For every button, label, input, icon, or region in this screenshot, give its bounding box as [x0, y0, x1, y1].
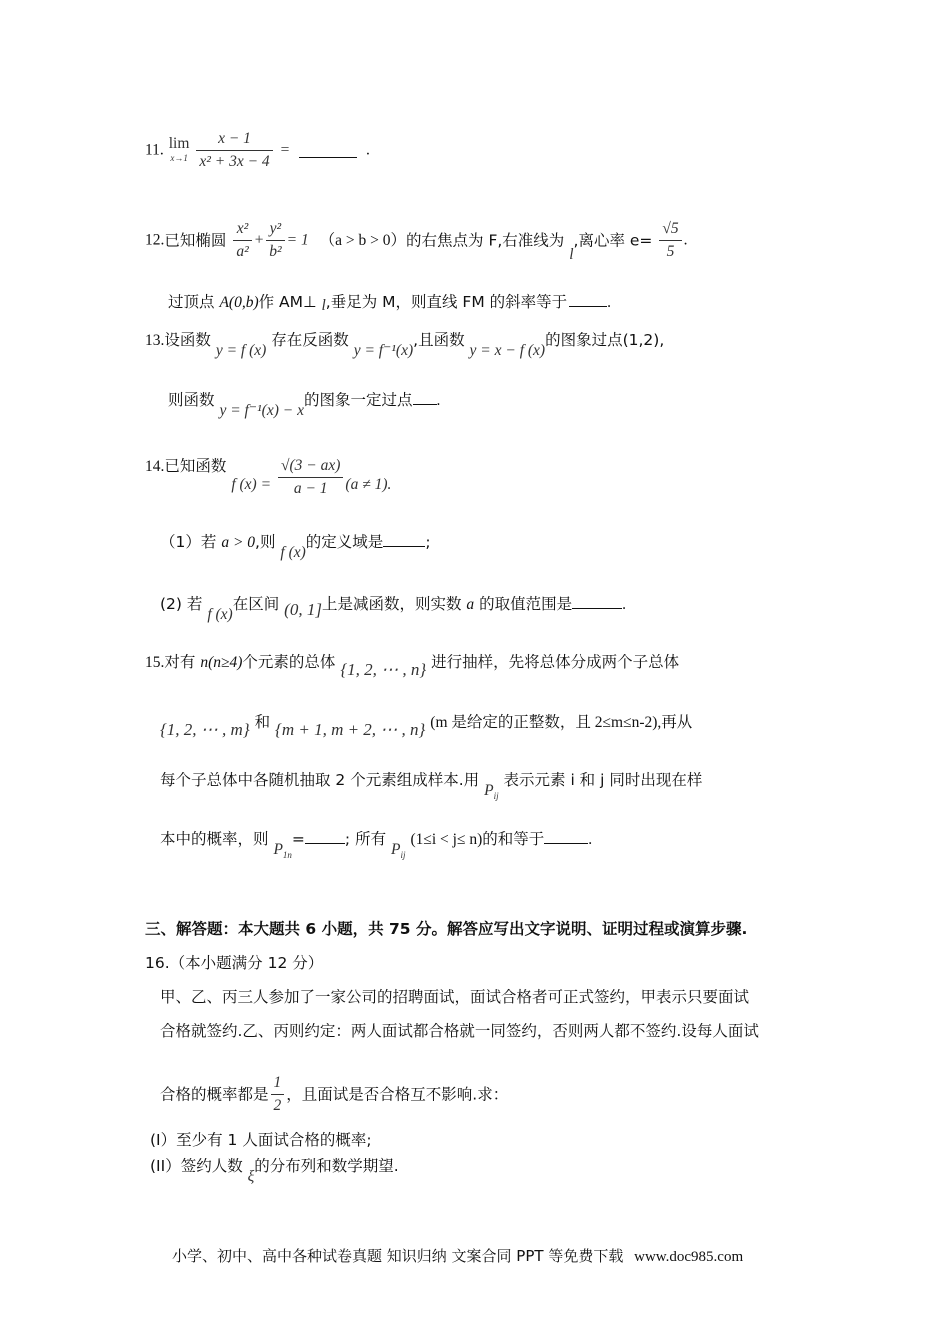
- q14-part-2: [160, 594, 626, 623]
- q13-text-2: 存在反函数: [271, 331, 349, 349]
- q16-line-3: [160, 1072, 508, 1118]
- q11-number: 11.: [145, 141, 164, 159]
- q12-text-3: ,离心率 e=: [573, 231, 653, 250]
- question-11: [145, 128, 370, 178]
- q12-ell-num1: x²: [233, 218, 251, 241]
- q15-sum-answer-blank[interactable]: [544, 829, 588, 844]
- q15-text-8: 本中的概率，则: [160, 830, 269, 848]
- q14-p2-c: 上是减函数，则实数: [321, 595, 462, 613]
- q15-pij-sub: ij: [493, 791, 499, 802]
- q15-text-3: 进行抽样，先将总体分成两个子总体: [431, 653, 680, 671]
- q14-lhs: f (x) =: [231, 476, 272, 493]
- q11-numerator: x − 1: [196, 128, 272, 151]
- q16-xi: ξ: [247, 1168, 255, 1185]
- q16-part-ii: [150, 1156, 399, 1185]
- q15-text-13: .: [588, 831, 593, 848]
- q13-func-4: y = f⁻¹(x) − x: [219, 402, 304, 419]
- q12-l-symbol: l: [569, 246, 574, 263]
- q15-line-3: [160, 770, 703, 802]
- q14-part-1: [160, 532, 431, 561]
- q15-pij-2: [391, 841, 406, 861]
- question-14: [145, 455, 391, 509]
- q14-p1-answer-blank[interactable]: [383, 532, 425, 547]
- q13-number: 13.: [145, 332, 165, 349]
- q11-fraction: [196, 128, 272, 173]
- q12-line-2: [168, 292, 611, 316]
- q14-p1-end: ;: [425, 533, 431, 551]
- q11-end: .: [365, 141, 370, 159]
- q16-half-num: 1: [271, 1072, 285, 1095]
- q11-equals: =: [279, 141, 291, 159]
- q15-set-3: {m + 1, m + 2, ⋯ , n}: [275, 720, 426, 739]
- q11-lim-sub: x→1: [170, 152, 188, 163]
- q12-line2-end: .: [607, 294, 612, 311]
- q12-e-end: .: [683, 231, 688, 249]
- q14-p1-cond: a > 0: [221, 534, 256, 551]
- q14-numerator: √(3 − ax): [278, 455, 343, 478]
- q12-ellipse-frac-y: [266, 218, 284, 263]
- q12-line2-a: 过顶点: [168, 293, 215, 311]
- q14-p2-a: (2) 若: [160, 595, 203, 613]
- q15-text-11: (1≤i < j≤ n): [410, 831, 483, 848]
- q14-p2-d: 的取值范围是: [479, 595, 573, 613]
- q12-e-den: 5: [666, 243, 675, 260]
- q15-text-1: 对有: [164, 653, 196, 671]
- q16-part-i: (I）至少有 1 人面试合格的概率;: [150, 1131, 372, 1149]
- q15-text-5: (m 是给定的正整数，且 2≤m≤n-2),再从: [430, 714, 693, 731]
- q15-n-cond: n(n≥4): [200, 654, 243, 671]
- q15-line-2: [160, 712, 693, 739]
- q14-number: 14.: [145, 458, 165, 475]
- q14-p2-var: a: [466, 596, 475, 613]
- question-15: [145, 652, 680, 679]
- q16-half-fraction: [271, 1072, 285, 1117]
- q13-text-6: 的图象一定过点: [303, 391, 413, 409]
- q12-answer-blank[interactable]: [569, 292, 607, 307]
- q14-p2-f: f (x): [207, 606, 233, 623]
- q15-set-1: {1, 2, ⋯ , n}: [340, 660, 427, 679]
- footer-text: 小学、初中、高中各种试卷真题 知识归纳 文案合同 PPT 等免费下载: [172, 1247, 624, 1265]
- q14-p2-interval: (0, 1]: [284, 600, 322, 619]
- q15-p1n-answer-blank[interactable]: [305, 829, 345, 844]
- q13-text-4: 的图象过点(1,2),: [545, 331, 665, 349]
- q15-pij2-sub: ij: [400, 850, 406, 861]
- q16-line3-b: ，且面试是否合格互不影响.求：: [286, 1085, 509, 1104]
- q14-p1-f: f (x): [280, 544, 306, 561]
- q12-line2-c: ,垂足为 M，则直线 FM 的斜率等于: [325, 293, 568, 311]
- q16-ii-b: 的分布列和数学期望.: [254, 1157, 399, 1175]
- q15-text-12: 的和等于: [482, 830, 545, 848]
- q16-line-1: 甲、乙、丙三人参加了一家公司的招聘面试，面试合格者可正式签约，甲表示只要面试: [160, 988, 750, 1006]
- q12-ell-rhs: = 1: [286, 231, 309, 249]
- q12-number: 12.: [145, 231, 165, 249]
- q16-ii-a: (II）签约人数: [150, 1157, 243, 1175]
- q15-text-10: ; 所有: [344, 830, 387, 848]
- q14-p1-a: （1）若: [160, 533, 217, 551]
- q15-text-4: 和: [254, 713, 271, 731]
- question-12: [145, 218, 688, 270]
- q15-text-2: 个元素的总体: [242, 653, 336, 671]
- q12-eccentricity: [659, 218, 681, 263]
- q13-line-2: [168, 390, 441, 419]
- q15-line-4: [160, 829, 593, 861]
- q12-ell-den2: b²: [269, 243, 282, 260]
- q12-vertex-point: A(0,b): [219, 294, 259, 311]
- q11-denominator: x² + 3x − 4: [199, 153, 270, 170]
- question-13: [145, 330, 665, 359]
- q12-line2-l: l: [321, 297, 326, 314]
- q12-line2-b: 作 AM⊥: [258, 293, 317, 311]
- q13-func-1: y = f (x): [215, 342, 267, 359]
- q15-p1n: [273, 841, 292, 861]
- q16-line-2: 合格就签约.乙、丙则约定：两人面试都合格就一同签约，否则两人都不签约.设每人面试: [160, 1022, 759, 1040]
- q14-p1-b: ,则: [255, 533, 276, 551]
- q13-text-1: 设函数: [164, 331, 211, 349]
- q11-lim: lim: [168, 134, 190, 152]
- q15-pij-p: P: [484, 782, 494, 799]
- q12-ell-num2: y²: [266, 218, 284, 241]
- page-footer: [172, 1246, 743, 1267]
- q11-limit: [168, 134, 190, 165]
- q16-line3-a: 合格的概率都是: [160, 1085, 269, 1104]
- q12-e-num: √5: [659, 218, 681, 241]
- section-3-heading: 三、解答题：本大题共 6 小题，共 75 分。解答应写出文字说明、证明过程或演算步骤.: [145, 920, 748, 938]
- q16-header: 16.（本小题满分 12 分）: [145, 954, 324, 972]
- q15-pij: [484, 782, 499, 802]
- q15-set-2: {1, 2, ⋯ , m}: [160, 720, 250, 739]
- q12-text-1: 已知椭圆: [164, 231, 227, 250]
- q14-p1-c: 的定义域是: [305, 533, 384, 551]
- q14-fraction: [278, 455, 343, 500]
- q15-text-7: 表示元素 i 和 j 同时出现在样: [503, 771, 703, 789]
- q14-denominator: a − 1: [293, 480, 328, 497]
- q12-condition: （a > b > 0）: [319, 231, 407, 249]
- q16-half-den: 2: [273, 1097, 282, 1114]
- q14-p2-b: 在区间: [232, 595, 280, 613]
- q13-answer-blank[interactable]: [413, 390, 437, 405]
- q13-func-3: y = x − f (x): [469, 342, 546, 359]
- q15-text-6: 每个子总体中各随机抽取 2 个元素组成样本.用: [160, 771, 480, 789]
- q12-ellipse-frac-x: [233, 218, 251, 263]
- q13-text-5: 则函数: [168, 391, 215, 409]
- q12-plus: +: [253, 231, 265, 249]
- q15-text-9: =: [291, 830, 305, 848]
- footer-url[interactable]: www.doc985.com: [634, 1249, 744, 1265]
- q11-answer-blank[interactable]: [299, 143, 357, 158]
- q15-pij2-p: P: [391, 841, 401, 858]
- q12-ell-den1: a²: [236, 243, 249, 260]
- q14-p2-end: .: [622, 596, 626, 613]
- q14-p2-answer-blank[interactable]: [572, 594, 622, 609]
- q15-number: 15.: [145, 654, 165, 671]
- q15-p1n-p: P: [273, 841, 283, 858]
- q14-condition: (a ≠ 1).: [345, 476, 392, 493]
- q12-text-2: 的右焦点为 F,右准线为: [406, 231, 565, 250]
- q13-text-3: ,且函数: [413, 331, 465, 349]
- q13-text-7: .: [436, 392, 441, 409]
- q14-text-1: 已知函数: [164, 457, 227, 475]
- q15-p1n-sub: 1n: [282, 850, 292, 861]
- q13-func-2: y = f⁻¹(x): [353, 342, 414, 359]
